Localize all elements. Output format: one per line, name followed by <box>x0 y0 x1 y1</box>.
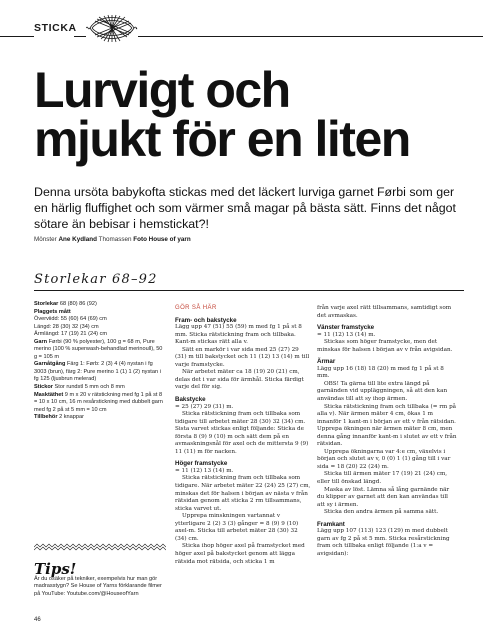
fact-needles-label: Stickor <box>34 384 53 391</box>
credit-designer: Ane Kydland <box>58 236 97 243</box>
fact-size-value: 68 (80) 86 (92) <box>59 301 97 307</box>
fact-size-label: Storlekar <box>34 301 59 307</box>
fact-gauge-label: Garnåtgång <box>34 361 66 368</box>
instruction-paragraph: Sticka ihop höger axel på framstycket med höger axel på bakstycket genom att lägga rätsida mot rätsida, och sticka 1 m <box>175 543 305 565</box>
instruction-paragraph: När arbetet mäter ca 18 (19) 20 (21) cm, delas det i var sida för ärmhål. Sticka färdigt varje del för sig. <box>175 369 304 391</box>
instruction-paragraph: Maska av löst. Lämna så lång garnände när du klipper av garnet att den kan användas till att sy i ärmen. <box>317 486 450 508</box>
instruction-paragraph: Sticka till ärmen mäter 17 (19) 21 (24) cm, eller till önskad längd. <box>317 471 448 486</box>
instruction-paragraph: Lägg upp 47 (51) 55 (59) m med fg 1 på st 8 mm. Sticka rätstickning fram och tillbaka. Kant-m stickas rätt alla v. <box>175 324 302 346</box>
fact-yarn-label: Garn <box>34 338 48 345</box>
instruction-heading: Framkant <box>317 520 345 528</box>
instruction-paragraph: Sätt en markör i var sida med 25 (27) 29 (31) m till bakstycket och 11 (12) 13 (14) m till varje framstycke. <box>175 346 310 368</box>
fact-needles-text: Stor rundstl 5 mm och 8 mm <box>54 384 125 391</box>
instruction-paragraph: = 25 (27) 29 (31) m. <box>175 403 234 410</box>
sizes-title: Storlekar 68–92 <box>34 272 158 287</box>
credit-pattern-label: Mönster <box>34 236 57 243</box>
instruction-paragraph: Upprepa minskningen vartannat v ytterligare 2 (2) 3 (3) gånger = 8 (9) 9 (10) axel-m. Sticka till arbetet mäter 28 (30) 32 (34) cm. <box>175 513 299 542</box>
yarn-skein-icon <box>86 8 138 50</box>
fact-accessories-text: 2 knappar <box>59 414 84 421</box>
facts-box <box>34 301 164 422</box>
instructions-column-2 <box>175 305 311 566</box>
fact-gauge-text: Färg 1: Førb: 2 (3) 4 (4) nystan i fg 3003 (brun), färg 2: Pure merino 1 (1) 1 (2) nystan i fg 125 (ljusbrun melerad) <box>34 361 161 383</box>
credit-designer-suffix: Thomassen <box>98 236 132 243</box>
fact-measurement-line: Överviidd: 55 (60) 64 (69) cm <box>34 316 107 323</box>
page-number: 46 <box>34 617 41 623</box>
instruction-paragraph: Sticka rätstickning fram och tillbaka som tidigare. När arbetet mäter 22 (24) 25 (27) cm, minskas det för halsen i början av nästa v från rätsidan genom att sticka 2 rm tillsammans, sticka varvet ut. <box>175 475 311 512</box>
headline-line-1: Lurvigt och <box>34 62 290 118</box>
credit-line <box>34 236 191 243</box>
instruction-heading: Ärmar <box>317 358 336 366</box>
fact-tension-text: 9 m x 20 v rätstickning med fg 1 på st 8 = 10 x 10 cm, 16 m resårstickning med dubbelt garn med fg 2 på st 5 mm = 10 cm <box>34 391 163 413</box>
instruction-paragraph: Sticka den andra ärmen på samma sätt. <box>324 509 439 516</box>
sizes-rule <box>34 290 464 291</box>
instruction-heading: Fram- och bakstycke <box>175 316 237 324</box>
instruction-heading: Höger framstycke <box>175 460 228 468</box>
instruction-paragraph: = 11 (12) 13 (14) m. <box>317 331 376 338</box>
headline-line-2: mjukt för en liten <box>34 111 410 167</box>
top-rule-right <box>138 36 483 37</box>
top-rule-short <box>74 36 86 37</box>
fact-measurement-line: Ärmlängd: 17 (19) 21 (24) cm <box>34 331 108 338</box>
instructions-body-2 <box>175 317 311 567</box>
instruction-paragraph: OBS! Ta gärna till lite extra längd på garnänden vid uppläggningen, så att den kan användas till att sy ihop ärmen. <box>317 380 448 403</box>
zigzag-divider <box>34 543 166 551</box>
instructions-body-3 <box>317 305 457 559</box>
instruction-paragraph: Upprepa ökningarna var 4:e cm, växelvis i början och slutet av v, 0 (0) 1 (1) gång till i var sida = 18 (20) 22 (24) m. <box>317 448 451 470</box>
fact-accessories-label: Tillbehör <box>34 414 58 421</box>
instruction-paragraph: Lägg upp 107 (113) 123 (129) m med dubbelt garn av fg 2 på st 5 mm. Sticka resårstickning fram och tillbaka enligt följande (1:a v = avigsidan): <box>317 528 450 557</box>
instruction-paragraph: Sticka rätstickning fram och tillbaka som tidigare till arbetet mäter 28 (30) 32 (34) cm. Sista varvet stickas enligt följande: Sticka de första 8 (9) 9 (10) m och sätt dem på en avmaskningsnål för axel och de mittersta 9 (9) 11 (11) m för nacken. <box>175 411 309 455</box>
instruction-paragraph: från varje axel rätt tillsammans, samtidigt som det avmaskas. <box>317 305 452 319</box>
tips-title: Tips! <box>34 560 77 578</box>
fact-measurements-label: Plaggets mått <box>34 308 71 315</box>
instruction-paragraph: Stickas som höger framstycke, men det minskas för halsen i början av v från avigsidan. <box>317 339 453 353</box>
section-tag: STICKA <box>34 22 77 34</box>
instruction-heading: Bakstycke <box>175 396 206 404</box>
page-title <box>34 62 464 167</box>
instruction-heading: Vänster framstycke <box>317 324 375 332</box>
top-rule <box>0 36 34 37</box>
instruction-paragraph: Sticka rätstickning fram och tillbaka (= rm på alla v). När ärmen mäter 4 cm, ökas 1 m innanför 1 kant-m i början av ett v från rätsidan. Upprepa ökningen när ärmen mäter 8 cm, men denna gång innanför kant-m i slutet av ett v från rätsidan. <box>317 403 457 448</box>
fact-tension-label: Masktäthet <box>34 391 64 398</box>
fact-measurement-line: Längd: 28 (30) 32 (34) cm <box>34 323 99 330</box>
instruction-paragraph: Lägg upp 16 (18) 18 (20) m med fg 1 på st 8 mm. <box>317 365 444 380</box>
ingress-text: Denna ursöta babykofta stickas med det läckert lurviga garnet Førbi som ger en härlig fluffighet och som värmer små magar på bästa sätt. Finns det något sötare än bebisar i hemstickat?! <box>34 185 456 231</box>
instructions-column-3 <box>317 305 457 559</box>
fact-yarn-text: Førbi (90 % polyester), 100 g = 68 m, Pure merino (100 % superwash-behandlad merinoull), 50 g = 105 m <box>34 338 163 360</box>
credit-photo: Foto House of yarn <box>133 236 191 243</box>
tips-text: Är du osäker på tekniker, exempelvis hur man gör madrasstygn? Se House of Yarns förklarande filmer på YouTube: Youtube.com/@HouseofYarn <box>34 576 162 597</box>
instructions-label: GÖR SÅ HÄR <box>175 305 217 311</box>
instruction-paragraph: = 11 (12) 13 (14) m. <box>175 467 234 474</box>
